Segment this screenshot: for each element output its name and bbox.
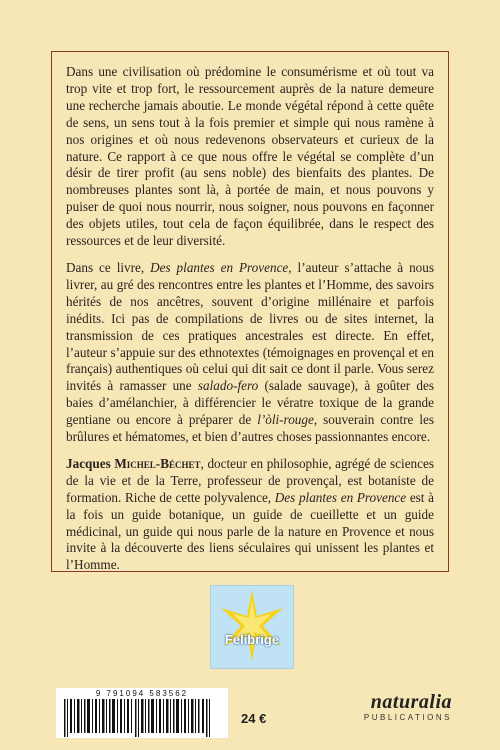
book-title: Des plantes en Provence bbox=[274, 489, 407, 505]
publisher-name: naturalia bbox=[370, 691, 452, 713]
publisher-subtitle: PUBLICATIONS bbox=[363, 713, 452, 722]
text-run: , l’auteur s’attache à nous livrer, au gré des rencontres entre les plantes et l’Homme, des savoirs hérités de nos ancêtres, souvent d’origine millénaire et parfois inédits. Ici pas de compilations de livres ou de sites internet, la transmission de ces pratiques ancestrales est directe. En effet, l’auteur s’appuie sur des ethnotextes (témoignages en provençal et en français) authentiques où celui qui dit sait ce dont il parle. Vous serez invités à ramasser une bbox=[66, 259, 434, 394]
paragraph-author bbox=[66, 456, 434, 574]
book-title: Des plantes en Provence bbox=[150, 259, 289, 275]
provencal-term: salado-fero bbox=[197, 378, 259, 394]
paragraph-book bbox=[66, 260, 434, 446]
text-run: est à la fois un guide botanique, un guide de cueillette et un guide médicinal, un guide qui nous parle de la nature en Provence et nous invite à la découverte des liens séculaires qui unissent les plantes et l’Homme. bbox=[66, 489, 434, 573]
text-run: Dans ce livre, bbox=[66, 259, 151, 275]
author-first: Jacques bbox=[66, 455, 115, 471]
author-name bbox=[66, 456, 201, 471]
provencal-term: l’òli-rouge bbox=[257, 412, 314, 428]
price-label: 24 € bbox=[241, 711, 267, 726]
text-run: (salade sauvage), à goûter des baies d’amélanchier, à différencier le vératre toxique de la grande gentiane ou encore à préparer de bbox=[66, 378, 434, 428]
back-cover-text bbox=[66, 64, 434, 584]
text-run: , souverain contre les brûlures et hématomes, et bien d’autres choses passionnantes encore. bbox=[66, 412, 434, 445]
text-run: , docteur en philosophie, agrégé de sciences de la vie et de la Terre, professeur de provençal, est botaniste de formation. Riche de cette polyvalence, bbox=[66, 455, 434, 505]
isbn-barcode bbox=[56, 688, 228, 738]
logo-label: Felibrige bbox=[224, 632, 280, 647]
star-icon bbox=[211, 586, 293, 668]
author-last: Michel-Béchet bbox=[114, 455, 201, 471]
barcode-bars bbox=[56, 688, 228, 738]
felibrige-logo bbox=[210, 585, 294, 669]
paragraph-intro: Dans une civilisation où prédomine le consumérisme et où tout va trop vite et trop fort, le ressourcement auprès de la nature demeure une recherche jamais aboutie. Le monde végétal répond à cette quête de sens, un sens tout à la fois premier et simple qui nous ramène à nos origines et où nous redevenons observateurs et curieux de la nature. Ce rapport à ce que nous offre le végétal se complète d’un désir de tirer profit (au sens noble) des bienfaits des plantes. De nombreuses plantes sont là, à portée de main, et nous pouvons y puiser de quoi nous nourrir, nous soigner, nous pouvons en façonner des objets utiles, tout cela de façon équilibrée, dans le respect des ressources et de leur diversité. bbox=[66, 64, 434, 249]
publisher-logo bbox=[364, 691, 452, 722]
barcode-digits: 9 791094 583562 bbox=[95, 689, 189, 698]
